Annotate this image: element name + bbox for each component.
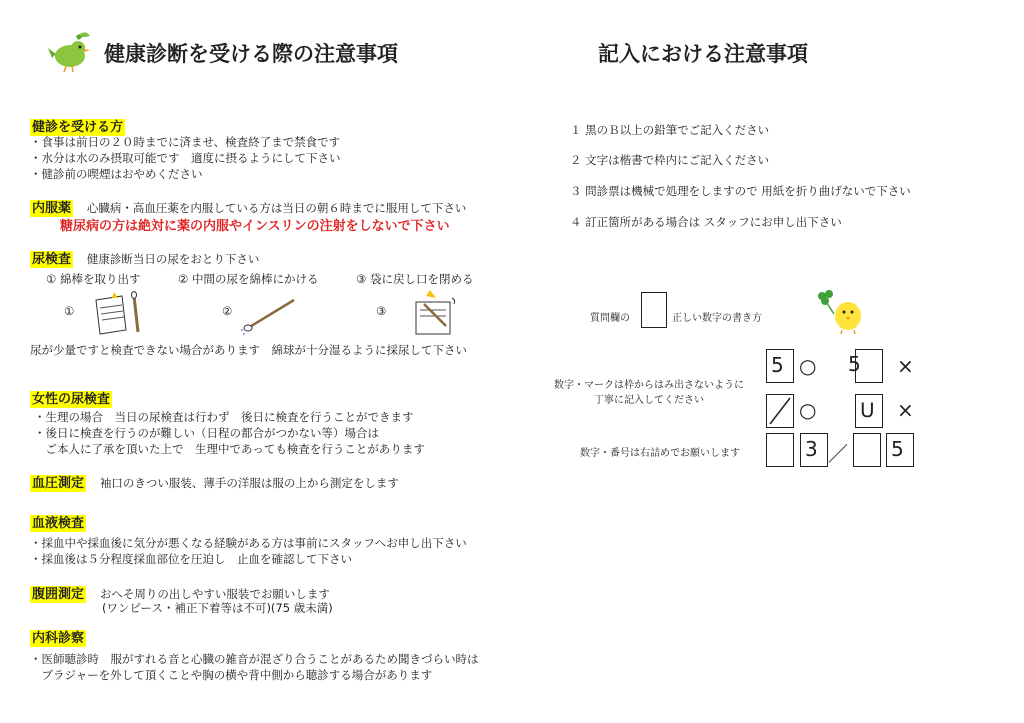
rule-text: 数字・マークは枠からはみ出さないように [554,380,744,391]
list-item: ４ 訂正箇所がある場合は スタッフにお申し出下さい [570,215,842,229]
list-item: ３ 問診票は機械で処理をしますので 用紙を折り曲げないで下さい [570,184,911,198]
step-mark: ③ [376,304,387,318]
section-sub: (ワンピース・補正下着等は不可)(75 歳未満) [102,601,333,615]
section-naifuku [30,197,466,216]
list-item: ・採血中や採血後に気分が悪くなる経験がある方は事前にスタッフへお申し出下さい [30,536,467,550]
swab-stick-icon [238,296,298,336]
section-heading: 腹囲測定 [32,587,85,602]
section-ketsueki [30,512,96,531]
step-mark: ① [64,304,75,318]
list-item: ・採血後は５分程度採血部位を圧迫し 止血を確認して下さい [30,552,352,566]
slash-mark [767,395,793,427]
page-title-right: 記入における注意事項 [598,42,808,66]
chick-icon [814,288,866,334]
section-josei [30,388,122,407]
step-mark: ② [222,304,233,318]
section-text: 心臓病・高血圧薬を内服している方は当日の朝６時までに服用して下さい [86,201,467,215]
section-naika [30,627,96,646]
section-heading: 内服薬 [32,201,72,216]
section-heading: 健診を受ける方 [32,120,124,135]
guide-label-right: 正しい数字の書き方 [672,313,762,324]
section-ketsuatsu [30,472,399,491]
correct-mark: ○ [799,398,817,422]
example-box-empty [766,433,794,467]
section-note: 尿が少量ですと検査できない場合があります 綿球が十分湿るように採尿して下さい [30,343,467,357]
step-label: ① 綿棒を取り出す [46,272,141,286]
step-label: ② 中間の尿を綿棒にかける [178,272,319,286]
bad-mark: ᑌ [860,398,875,422]
section-heading: 女性の尿検査 [32,392,111,407]
section-heading: 血圧測定 [32,476,85,491]
list-item: ・医師聴診時 服がすれる音と心臓の雑音が混ざり合うことがあるため聞きづらい時は [30,652,479,666]
digit-good-5: 5 [771,353,784,377]
list-item: ・後日に検査を行うのが難しい（日程の都合がつかない等）場合は [34,426,379,440]
answer-box-sample [641,292,667,328]
section-text: おへそ周りの出しやすい服装でお願いします [99,587,330,601]
list-item: １ 黒のＢ以上の鉛筆でご記入ください [570,123,770,137]
rule-text: 数字・番号は右詰めでお願いします [580,448,740,459]
section-heading: 血液検査 [32,516,85,531]
list-item: ・水分は水のみ摂取可能です 適度に摂るようにして下さい [30,151,341,165]
correct-mark: ○ [799,354,817,378]
warning-text: 糖尿病の方は絶対に薬の内服やインスリンの注射をしないで下さい [60,219,450,234]
digit-3: 3 [805,437,818,461]
slash-separator: ／ [828,442,848,466]
section-nyou [30,248,259,267]
list-item: ・生理の場合 当日の尿検査は行わず 後日に検査を行うことができます [34,410,414,424]
section-heading: 尿検査 [32,252,72,267]
bird-icon [46,32,92,74]
digit-bad-5: 5 [848,352,861,376]
digit-5: 5 [891,437,904,461]
list-item: ２ 文字は楷書で枠内にご記入ください [570,153,770,167]
step-label: ③ 袋に戻し口を閉める [356,272,474,286]
list-item: ご本人に了承を頂いた上で 生理中であっても検査を行うことがあります [34,442,425,456]
bag-seal-icon [410,290,460,336]
guide-label-left: 質問欄の [590,313,630,324]
rule-text: 丁寧に記入してください [594,395,704,406]
list-item: ・健診前の喫煙はおやめください [30,167,203,181]
page-title-left: 健康診断を受ける際の注意事項 [104,42,398,66]
section-heading: 内科診察 [32,631,85,646]
section-text: 袖口のきつい服装、薄手の洋服は服の上から測定をします [99,476,399,490]
example-box-slash [766,394,794,428]
swab-kit-icon [92,290,152,336]
section-kenshin [30,116,135,135]
wrong-mark: × [897,398,914,422]
section-text: 健康診断当日の尿をおとり下さい [86,252,260,266]
list-item: ブラジャーを外して頂くことや胸の横や背中側から聴診する場合があります [30,668,433,682]
list-item: ・食事は前日の２０時までに済ませ、検査終了まで禁食です [30,135,341,149]
example-box-empty [853,433,881,467]
wrong-mark: × [897,354,914,378]
